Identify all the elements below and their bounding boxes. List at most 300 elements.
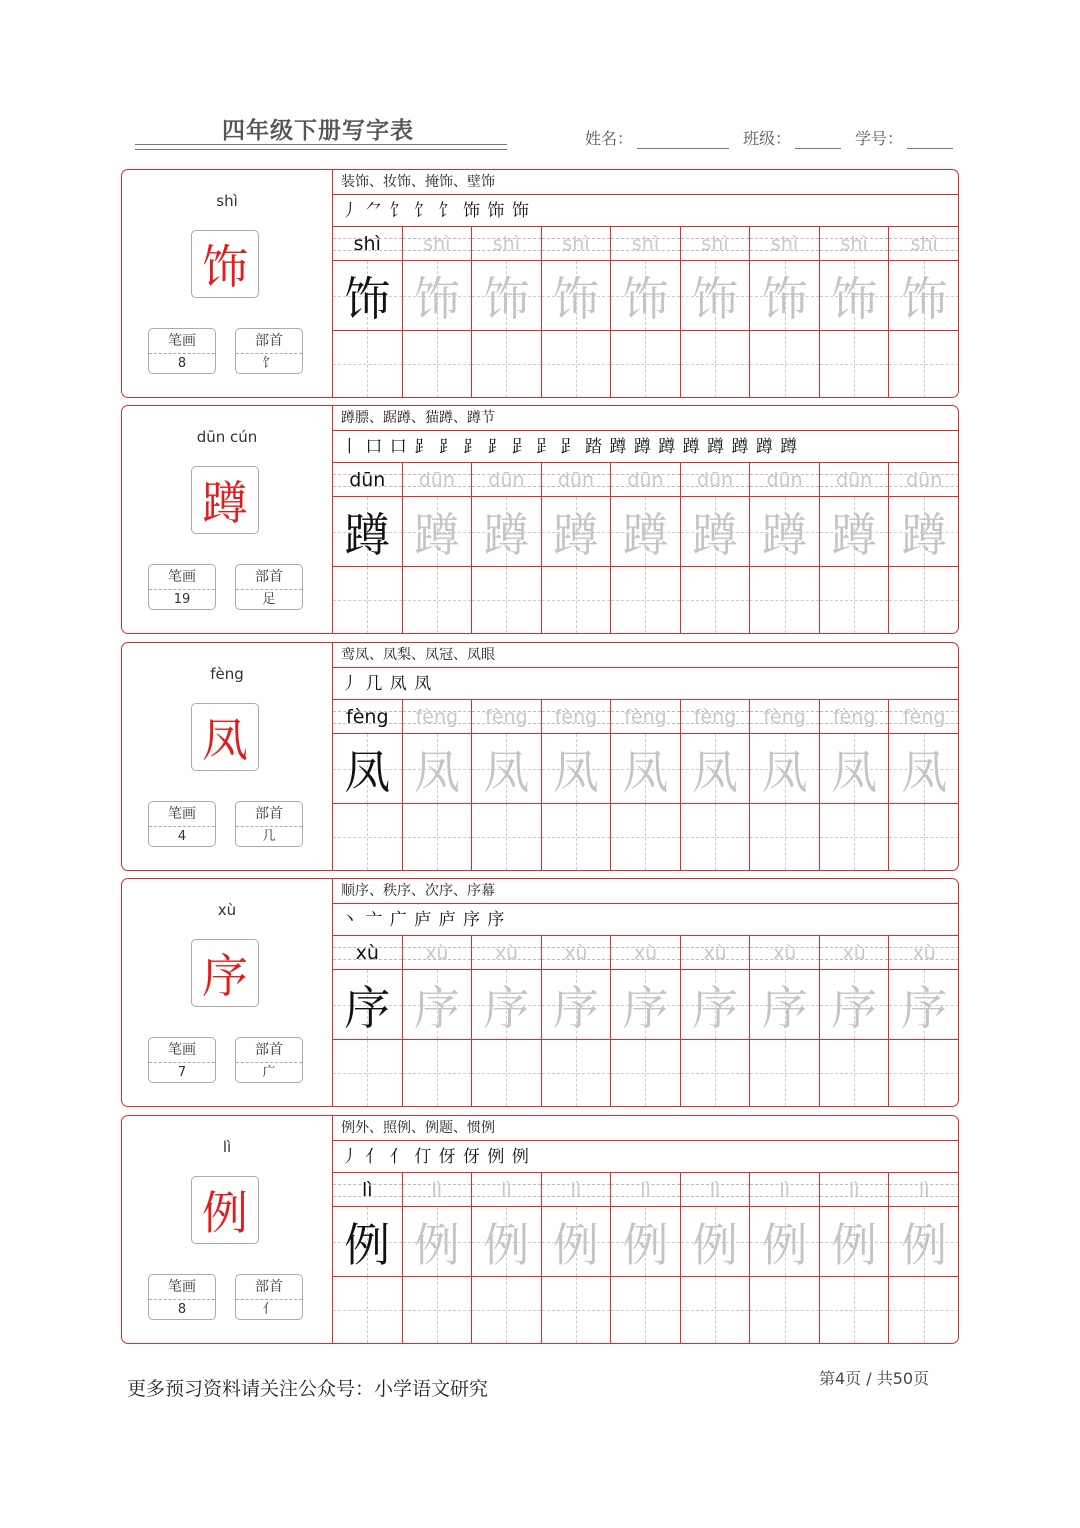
trace-cell[interactable] xyxy=(750,970,820,1040)
trace-character: 饰 xyxy=(622,271,669,326)
pinyin-text: dūn xyxy=(836,468,873,491)
example-words: 鸾凤、凤梨、凤冠、凤眼 xyxy=(333,643,958,668)
class-field[interactable] xyxy=(795,130,841,149)
stroke-count-label: 笔画 xyxy=(149,1275,215,1300)
trace-character: 凤 xyxy=(483,744,530,799)
pinyin-text: dūn xyxy=(627,468,664,491)
trace-character: 例 xyxy=(622,1217,669,1272)
trace-cell[interactable] xyxy=(820,734,890,804)
trace-character: 蹲 xyxy=(413,507,460,562)
blank-writing-cell[interactable] xyxy=(333,1277,403,1343)
practice-area xyxy=(332,643,958,870)
pinyin-cell[interactable] xyxy=(750,463,820,497)
trace-character: 凤 xyxy=(761,744,808,799)
trace-cell[interactable] xyxy=(333,734,403,804)
stroke-count-box xyxy=(148,328,216,374)
trace-character: 凤 xyxy=(344,744,391,799)
practice-area xyxy=(332,170,958,397)
trace-character: 蹲 xyxy=(901,507,948,562)
student-info xyxy=(585,126,953,149)
stroke-count-label: 笔画 xyxy=(149,329,215,354)
pinyin-text: dūn xyxy=(557,468,594,491)
trace-cell[interactable] xyxy=(611,734,681,804)
practice-area xyxy=(332,879,958,1106)
radical-label: 部首 xyxy=(236,1038,302,1063)
pinyin-text: xù xyxy=(494,941,519,964)
blank-writing-cell[interactable] xyxy=(542,331,612,397)
pinyin-cell[interactable] xyxy=(750,700,820,734)
blank-writing-cell[interactable] xyxy=(333,1040,403,1106)
trace-cell[interactable] xyxy=(542,734,612,804)
stroke-count-box xyxy=(148,564,216,610)
pinyin-cell[interactable] xyxy=(820,936,890,970)
pinyin-cell[interactable] xyxy=(611,1173,681,1207)
tracing-grid xyxy=(333,1173,959,1343)
tracing-grid xyxy=(333,936,959,1106)
blank-writing-cell[interactable] xyxy=(681,804,751,870)
stroke-order: 丿 亻 亻 仃 伢 伢 例 例 xyxy=(333,1141,958,1173)
trace-character: 蹲 xyxy=(483,507,530,562)
trace-cell[interactable] xyxy=(681,497,751,567)
pinyin-cell[interactable] xyxy=(611,227,681,261)
character-summary xyxy=(122,1116,332,1343)
pinyin-cell[interactable] xyxy=(472,227,542,261)
stroke-order: 丨 口 口 ⻊ ⻊ ⻊ ⻊ 𧾷 𧾷 𧾷 踏 蹲 蹲 蹲 蹲 蹲 蹲 蹲 蹲 xyxy=(333,431,958,463)
stroke-count-label: 笔画 xyxy=(149,802,215,827)
blank-writing-cell[interactable] xyxy=(542,567,612,633)
character-card xyxy=(121,405,959,634)
blank-writing-cell[interactable] xyxy=(681,331,751,397)
trace-cell[interactable] xyxy=(820,497,890,567)
page-title: 四年级下册写字表 xyxy=(222,118,414,144)
radical-box xyxy=(235,564,303,610)
pinyin-text: lì xyxy=(848,1178,860,1201)
trace-cell[interactable] xyxy=(611,970,681,1040)
pinyin-cell[interactable] xyxy=(611,936,681,970)
stroke-order: 丶 亠 广 庐 庐 序 序 xyxy=(333,904,958,936)
trace-cell[interactable] xyxy=(750,261,820,331)
pinyin-cell[interactable] xyxy=(681,700,751,734)
radical-label: 部首 xyxy=(236,1275,302,1300)
pinyin-text: shì xyxy=(492,232,520,255)
trace-cell[interactable] xyxy=(611,1207,681,1277)
stroke-count-label: 笔画 xyxy=(149,1038,215,1063)
pinyin-cell[interactable] xyxy=(542,227,612,261)
pinyin-cell[interactable] xyxy=(403,227,473,261)
blank-writing-cell[interactable] xyxy=(889,1040,959,1106)
stroke-count-value: 4 xyxy=(177,829,187,844)
blank-writing-cell[interactable] xyxy=(820,804,890,870)
pinyin-text: lì xyxy=(431,1178,443,1201)
title-underline xyxy=(135,144,507,145)
trace-character: 饰 xyxy=(413,271,460,326)
pinyin-cell[interactable] xyxy=(542,1173,612,1207)
trace-character: 凤 xyxy=(831,744,878,799)
stroke-count-value: 8 xyxy=(177,356,187,371)
pinyin-cell[interactable] xyxy=(889,700,959,734)
blank-writing-cell[interactable] xyxy=(889,804,959,870)
pinyin-cell[interactable] xyxy=(820,227,890,261)
pinyin-cell[interactable] xyxy=(403,700,473,734)
blank-writing-cell[interactable] xyxy=(611,1040,681,1106)
pinyin-cell[interactable] xyxy=(611,700,681,734)
trace-character: 例 xyxy=(901,1217,948,1272)
pinyin-text: xù xyxy=(703,941,727,964)
blank-writing-cell[interactable] xyxy=(472,331,542,397)
trace-cell[interactable] xyxy=(611,497,681,567)
pinyin-text: xù xyxy=(564,941,588,964)
trace-cell[interactable] xyxy=(542,261,612,331)
character-summary xyxy=(122,879,332,1106)
pinyin-label: lì xyxy=(222,1138,232,1156)
pinyin-text: xù xyxy=(912,941,936,964)
example-words: 蹲膘、踞蹲、猫蹲、蹲节 xyxy=(333,406,958,431)
trace-character: 蹲 xyxy=(761,507,808,562)
blank-writing-cell[interactable] xyxy=(472,1040,542,1106)
trace-cell[interactable] xyxy=(403,261,473,331)
character-card xyxy=(121,878,959,1107)
blank-writing-cell[interactable] xyxy=(403,804,473,870)
blank-writing-cell[interactable] xyxy=(750,331,820,397)
pinyin-text: shì xyxy=(910,232,938,255)
pinyin-cell[interactable] xyxy=(681,227,751,261)
stroke-count-value: 7 xyxy=(177,1065,187,1080)
pinyin-label: shì xyxy=(216,192,238,210)
stroke-count-box xyxy=(148,801,216,847)
trace-cell[interactable] xyxy=(681,261,751,331)
trace-character: 饰 xyxy=(692,271,739,326)
trace-character: 饰 xyxy=(831,271,878,326)
trace-character: 凤 xyxy=(692,744,739,799)
pinyin-cell[interactable] xyxy=(889,463,959,497)
pinyin-text: dūn xyxy=(696,468,734,491)
blank-writing-cell[interactable] xyxy=(472,567,542,633)
trace-character: 饰 xyxy=(552,271,599,326)
trace-character: 例 xyxy=(344,1217,391,1272)
title-underline-secondary xyxy=(135,149,507,150)
blank-writing-cell[interactable] xyxy=(820,567,890,633)
blank-writing-cell[interactable] xyxy=(889,567,959,633)
footer-note: 更多预习资料请关注公众号：小学语文研究 xyxy=(127,1378,489,1400)
trace-character: 例 xyxy=(552,1217,599,1272)
pinyin-text: xù xyxy=(772,941,797,964)
model-character: 饰 xyxy=(191,230,259,298)
trace-character: 凤 xyxy=(622,744,669,799)
trace-cell[interactable] xyxy=(472,734,542,804)
trace-character: 序 xyxy=(761,980,808,1035)
pinyin-cell[interactable] xyxy=(403,936,473,970)
pinyin-text: lì xyxy=(779,1178,790,1201)
pinyin-text: dūn xyxy=(418,468,455,491)
trace-character: 凤 xyxy=(552,744,599,799)
pinyin-text: lì xyxy=(570,1178,582,1201)
trace-character: 蹲 xyxy=(692,507,739,562)
pinyin-text: lì xyxy=(361,1178,373,1201)
pinyin-text: xù xyxy=(842,941,866,964)
blank-writing-cell[interactable] xyxy=(542,804,612,870)
pinyin-cell[interactable] xyxy=(403,1173,473,1207)
pinyin-cell[interactable] xyxy=(681,936,751,970)
pinyin-cell[interactable] xyxy=(472,936,542,970)
pinyin-cell[interactable] xyxy=(750,936,820,970)
blank-writing-cell[interactable] xyxy=(750,1040,820,1106)
pinyin-label: dūn cún xyxy=(196,428,258,446)
pinyin-text: fèng xyxy=(415,705,459,728)
radical-label: 部首 xyxy=(236,565,302,590)
pinyin-text: xù xyxy=(633,941,658,964)
pinyin-text: fèng xyxy=(693,705,737,728)
pinyin-cell[interactable] xyxy=(889,227,959,261)
example-words: 顺序、秩序、次序、序幕 xyxy=(333,879,958,904)
pinyin-text: dūn xyxy=(488,468,525,491)
blank-writing-cell[interactable] xyxy=(889,331,959,397)
blank-writing-cell[interactable] xyxy=(333,567,403,633)
trace-character: 序 xyxy=(831,980,878,1035)
trace-cell[interactable] xyxy=(403,970,473,1040)
pinyin-cell[interactable] xyxy=(820,700,890,734)
blank-writing-cell[interactable] xyxy=(611,804,681,870)
pinyin-cell[interactable] xyxy=(542,700,612,734)
blank-writing-cell[interactable] xyxy=(820,1040,890,1106)
example-words: 装饰、妆饰、掩饰、壁饰 xyxy=(333,170,958,195)
trace-cell[interactable] xyxy=(820,1207,890,1277)
blank-writing-cell[interactable] xyxy=(611,331,681,397)
pinyin-cell[interactable] xyxy=(472,700,542,734)
trace-character: 饰 xyxy=(344,271,391,326)
radical-value: 亻 xyxy=(262,1302,276,1317)
pinyin-text: dūn xyxy=(349,468,386,491)
pinyin-cell[interactable] xyxy=(611,463,681,497)
page-number: 第4页 / 共50页 xyxy=(819,1369,930,1388)
radical-value: 饣 xyxy=(262,356,276,371)
blank-writing-cell[interactable] xyxy=(750,804,820,870)
trace-character: 蹲 xyxy=(552,507,599,562)
pinyin-cell[interactable] xyxy=(889,936,959,970)
trace-character: 例 xyxy=(761,1217,808,1272)
trace-cell[interactable] xyxy=(820,261,890,331)
pinyin-text: shì xyxy=(840,232,868,255)
trace-cell[interactable] xyxy=(333,1207,403,1277)
blank-writing-cell[interactable] xyxy=(750,567,820,633)
blank-writing-cell[interactable] xyxy=(681,567,751,633)
pinyin-text: shì xyxy=(562,232,590,255)
trace-cell[interactable] xyxy=(889,261,959,331)
pinyin-text: dūn xyxy=(766,468,803,491)
trace-character: 序 xyxy=(901,980,948,1035)
pinyin-cell[interactable] xyxy=(820,1173,890,1207)
tracing-grid xyxy=(333,227,959,397)
model-character: 凤 xyxy=(191,703,259,771)
pinyin-cell[interactable] xyxy=(542,463,612,497)
pinyin-cell[interactable] xyxy=(681,1173,751,1207)
pinyin-cell[interactable] xyxy=(681,463,751,497)
tracing-grid xyxy=(333,463,959,633)
stroke-count-value: 8 xyxy=(177,1302,187,1317)
pinyin-cell[interactable] xyxy=(750,227,820,261)
trace-character: 序 xyxy=(413,980,460,1035)
trace-cell[interactable] xyxy=(542,1207,612,1277)
pinyin-cell[interactable] xyxy=(750,1173,820,1207)
radical-box xyxy=(235,1274,303,1320)
tracing-grid xyxy=(333,700,959,870)
trace-character: 例 xyxy=(483,1217,530,1272)
radical-value: 几 xyxy=(262,829,276,844)
trace-character: 蹲 xyxy=(831,507,878,562)
trace-cell[interactable] xyxy=(542,970,612,1040)
radical-value: 广 xyxy=(262,1065,276,1080)
pinyin-text: shì xyxy=(701,232,729,255)
character-card xyxy=(121,1115,959,1344)
blank-writing-cell[interactable] xyxy=(681,1277,751,1343)
name-label: 姓名： xyxy=(585,129,634,148)
stroke-order: 丿 ⺈ 饣 饣 饣 饰 饰 饰 xyxy=(333,195,958,227)
blank-writing-cell[interactable] xyxy=(542,1040,612,1106)
pinyin-text: shì xyxy=(631,232,660,255)
stroke-order: 丿 几 凤 凤 xyxy=(333,668,958,700)
trace-cell[interactable] xyxy=(611,261,681,331)
pinyin-text: fèng xyxy=(763,705,806,728)
id-label: 学号： xyxy=(855,129,904,148)
trace-cell[interactable] xyxy=(681,734,751,804)
trace-character: 蹲 xyxy=(344,507,391,562)
trace-cell[interactable] xyxy=(889,970,959,1040)
class-label: 班级： xyxy=(743,129,792,148)
pinyin-cell[interactable] xyxy=(333,463,403,497)
pinyin-text: fèng xyxy=(485,705,528,728)
pinyin-cell[interactable] xyxy=(472,463,542,497)
blank-writing-cell[interactable] xyxy=(403,1040,473,1106)
radical-box xyxy=(235,328,303,374)
trace-cell[interactable] xyxy=(889,734,959,804)
pinyin-text: xù xyxy=(355,941,379,964)
character-card xyxy=(121,642,959,871)
pinyin-cell[interactable] xyxy=(542,936,612,970)
pinyin-text: fèng xyxy=(832,705,876,728)
pinyin-text: xù xyxy=(425,941,449,964)
name-field[interactable] xyxy=(637,130,729,149)
stroke-count-box xyxy=(148,1274,216,1320)
trace-cell[interactable] xyxy=(403,497,473,567)
pinyin-cell[interactable] xyxy=(333,700,403,734)
pinyin-cell[interactable] xyxy=(472,1173,542,1207)
pinyin-text: lì xyxy=(640,1178,651,1201)
pinyin-text: lì xyxy=(918,1178,930,1201)
blank-writing-cell[interactable] xyxy=(820,1277,890,1343)
pinyin-text: dūn xyxy=(906,468,943,491)
trace-character: 饰 xyxy=(761,271,808,326)
trace-character: 序 xyxy=(552,980,599,1035)
blank-writing-cell[interactable] xyxy=(750,1277,820,1343)
trace-cell[interactable] xyxy=(820,970,890,1040)
stroke-count-box xyxy=(148,1037,216,1083)
pinyin-cell[interactable] xyxy=(333,936,403,970)
pinyin-text: shì xyxy=(423,232,451,255)
trace-cell[interactable] xyxy=(333,497,403,567)
blank-writing-cell[interactable] xyxy=(333,804,403,870)
trace-cell[interactable] xyxy=(472,261,542,331)
character-card xyxy=(121,169,959,398)
trace-cell[interactable] xyxy=(403,734,473,804)
trace-cell[interactable] xyxy=(542,497,612,567)
blank-writing-cell[interactable] xyxy=(820,331,890,397)
pinyin-text: fèng xyxy=(624,705,667,728)
trace-cell[interactable] xyxy=(889,497,959,567)
trace-character: 序 xyxy=(344,980,391,1035)
pinyin-cell[interactable] xyxy=(333,227,403,261)
trace-cell[interactable] xyxy=(403,1207,473,1277)
id-field[interactable] xyxy=(907,130,953,149)
blank-writing-cell[interactable] xyxy=(472,804,542,870)
trace-character: 例 xyxy=(692,1217,739,1272)
blank-writing-cell[interactable] xyxy=(333,331,403,397)
trace-cell[interactable] xyxy=(750,497,820,567)
model-character: 序 xyxy=(191,939,259,1007)
trace-cell[interactable] xyxy=(750,734,820,804)
pinyin-text: lì xyxy=(501,1178,512,1201)
radical-label: 部首 xyxy=(236,802,302,827)
blank-writing-cell[interactable] xyxy=(403,567,473,633)
pinyin-label: fèng xyxy=(210,665,244,683)
trace-character: 凤 xyxy=(901,744,948,799)
radical-value: 足 xyxy=(262,592,276,607)
trace-character: 饰 xyxy=(901,271,948,326)
trace-character: 凤 xyxy=(413,744,460,799)
pinyin-label: xù xyxy=(217,901,237,919)
pinyin-text: fèng xyxy=(346,705,389,728)
pinyin-text: shì xyxy=(770,232,799,255)
character-summary xyxy=(122,170,332,397)
radical-box xyxy=(235,1037,303,1083)
trace-character: 饰 xyxy=(483,271,530,326)
trace-cell[interactable] xyxy=(472,970,542,1040)
trace-character: 序 xyxy=(692,980,739,1035)
blank-writing-cell[interactable] xyxy=(681,1040,751,1106)
pinyin-text: fèng xyxy=(902,705,946,728)
blank-writing-cell[interactable] xyxy=(472,1277,542,1343)
pinyin-text: lì xyxy=(709,1178,721,1201)
radical-box xyxy=(235,801,303,847)
trace-cell[interactable] xyxy=(681,1207,751,1277)
trace-cell[interactable] xyxy=(889,1207,959,1277)
model-character: 蹲 xyxy=(191,466,259,534)
trace-cell[interactable] xyxy=(333,970,403,1040)
pinyin-cell[interactable] xyxy=(333,1173,403,1207)
blank-writing-cell[interactable] xyxy=(611,1277,681,1343)
blank-writing-cell[interactable] xyxy=(403,331,473,397)
practice-area xyxy=(332,406,958,633)
pinyin-text: fèng xyxy=(554,705,598,728)
trace-character: 序 xyxy=(622,980,669,1035)
model-character: 例 xyxy=(191,1176,259,1244)
trace-cell[interactable] xyxy=(333,261,403,331)
pinyin-cell[interactable] xyxy=(820,463,890,497)
trace-cell[interactable] xyxy=(472,1207,542,1277)
trace-character: 序 xyxy=(483,980,530,1035)
pinyin-cell[interactable] xyxy=(403,463,473,497)
blank-writing-cell[interactable] xyxy=(611,567,681,633)
trace-character: 蹲 xyxy=(622,507,669,562)
blank-writing-cell[interactable] xyxy=(403,1277,473,1343)
trace-cell[interactable] xyxy=(750,1207,820,1277)
trace-cell[interactable] xyxy=(681,970,751,1040)
blank-writing-cell[interactable] xyxy=(889,1277,959,1343)
practice-area xyxy=(332,1116,958,1343)
pinyin-cell[interactable] xyxy=(889,1173,959,1207)
blank-writing-cell[interactable] xyxy=(542,1277,612,1343)
stroke-count-label: 笔画 xyxy=(149,565,215,590)
trace-cell[interactable] xyxy=(472,497,542,567)
character-summary xyxy=(122,643,332,870)
